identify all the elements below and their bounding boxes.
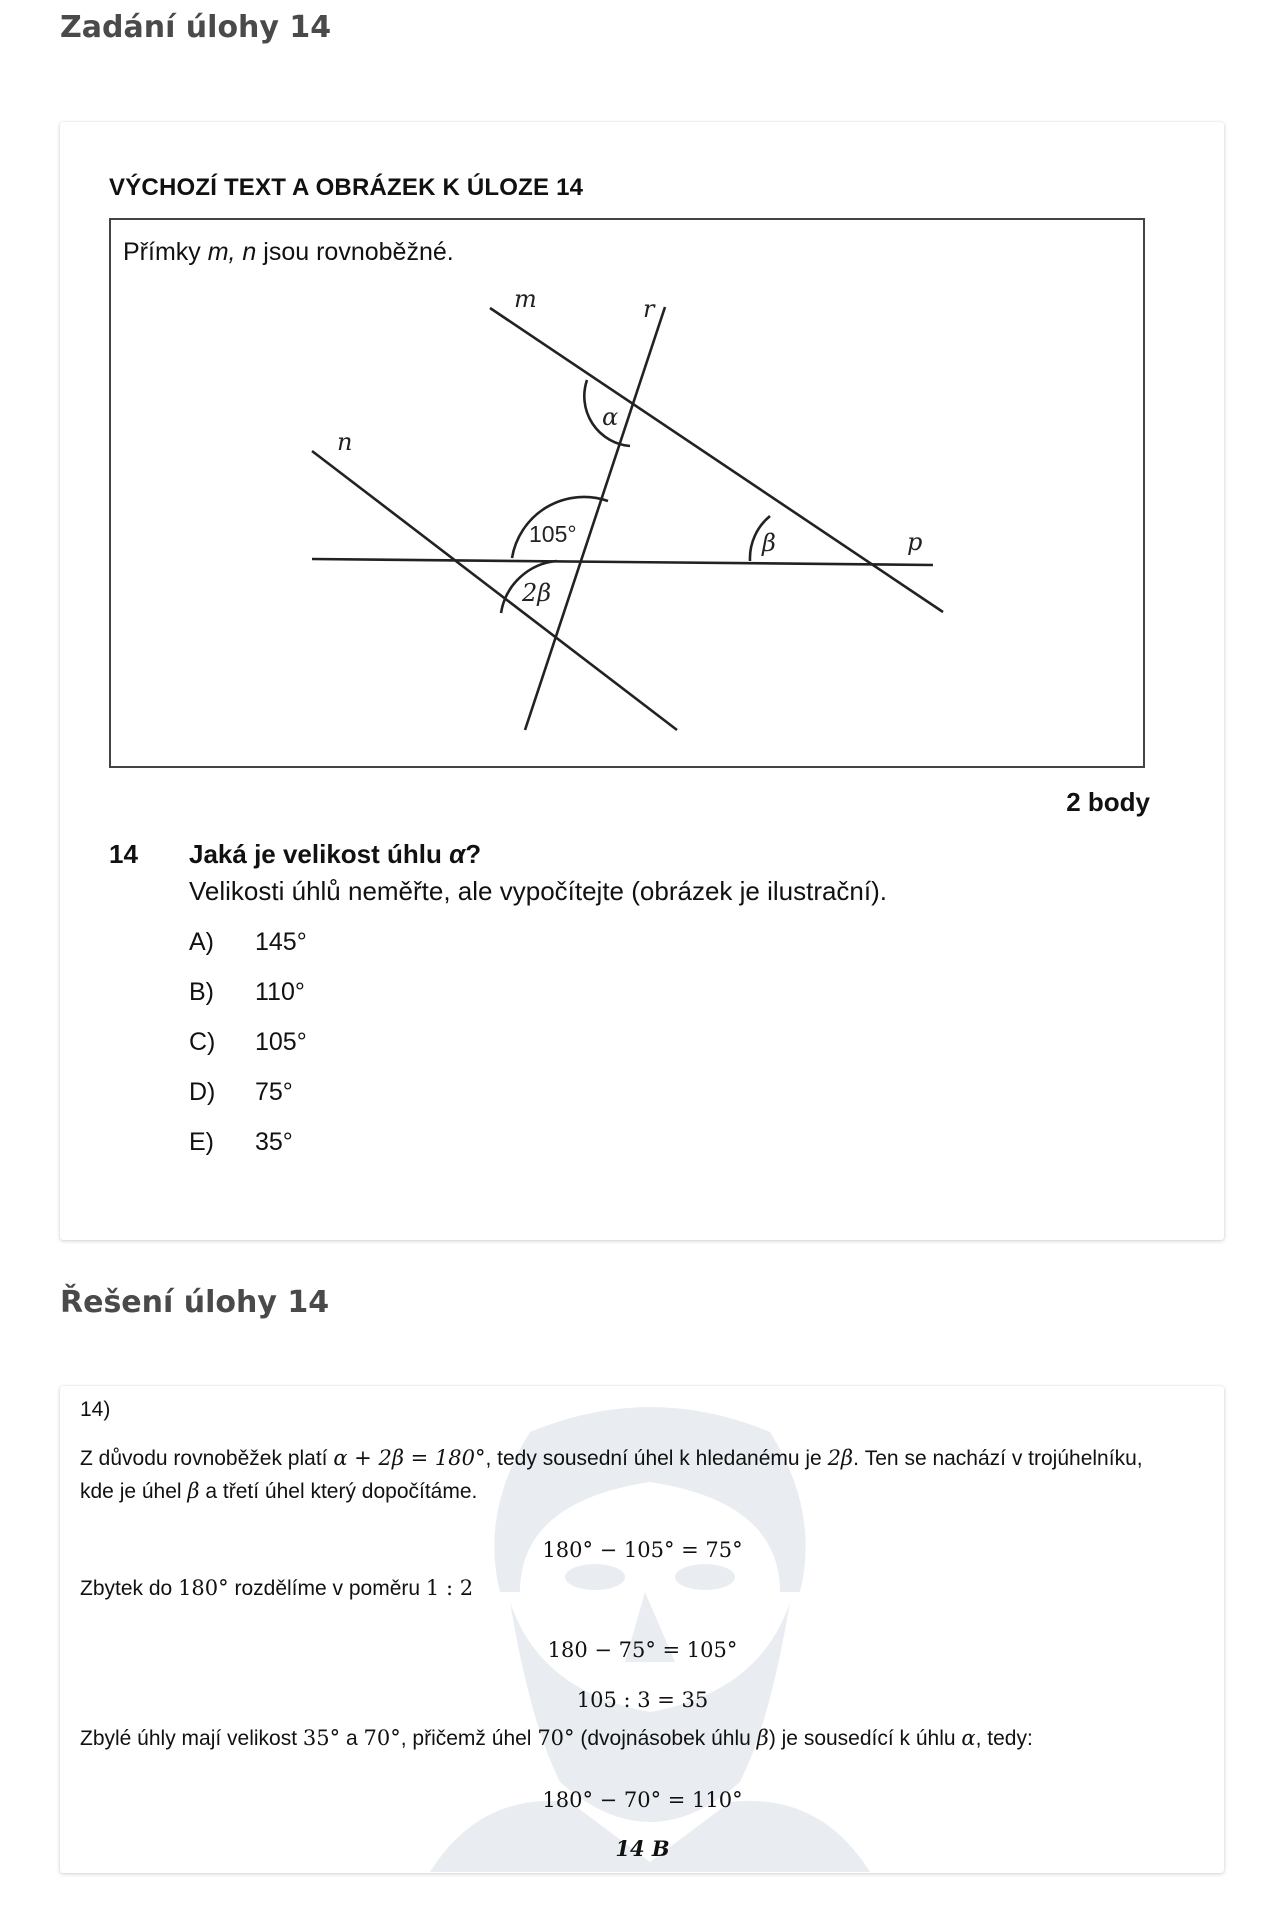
solution-heading: Řešení úlohy 14 — [60, 1285, 330, 1320]
geometry-figure — [111, 220, 1143, 766]
equation-3: 105 : 3 = 35 — [576, 1688, 709, 1712]
source-heading: VÝCHOZÍ TEXT A OBRÁZEK K ÚLOZE 14 — [109, 174, 584, 201]
label-105: 105° — [529, 521, 577, 547]
label-2beta: 2β — [522, 579, 552, 607]
label-alpha: α — [602, 403, 619, 431]
option-a: A) 145° — [189, 928, 307, 956]
option-d: D) 75° — [189, 1078, 293, 1106]
solution-card — [60, 1386, 1224, 1873]
label-beta: β — [762, 529, 776, 557]
label-m: m — [514, 285, 537, 313]
line-n — [312, 451, 677, 730]
solution-number: 14) — [80, 1398, 111, 1421]
option-e: E) 35° — [189, 1128, 293, 1156]
option-b: B) 110° — [189, 978, 305, 1006]
answer-options — [189, 928, 307, 1178]
figure-box — [109, 218, 1145, 768]
solution-paragraph-2: Zbytek do 180° rozdělíme v poměru 1 : 2 — [80, 1576, 474, 1600]
figure-caption: Přímky m, n jsou rovnoběžné. — [123, 238, 454, 266]
equation-1: 180° − 105° = 75° — [542, 1538, 743, 1562]
final-answer: 14 B — [615, 1836, 670, 1861]
line-p — [312, 559, 933, 565]
task-card — [60, 122, 1224, 1240]
solution-paragraph-1: Z důvodu rovnoběžek platí α + 2β = 180°, tedy sousední úhel k hledanému je 2β. Ten se nachází v trojúhelníku, kde je úhel β a třetí úhel který dopočítáme. — [80, 1446, 1143, 1503]
question-hint: Velikosti úhlů neměřte, ale vypočítejte (obrázek je ilustrační). — [189, 876, 888, 906]
points-label: 2 body — [1066, 787, 1150, 817]
question-title: Jaká je velikost úhlu α? — [189, 839, 482, 869]
line-m — [490, 308, 943, 612]
solution-paragraph-3: Zbylé úhly mají velikost 35° a 70°, přičemž úhel 70° (dvojnásobek úhlu β) je sousedící k úhlu α, tedy: — [80, 1726, 1033, 1750]
equation-2: 180 − 75° = 105° — [547, 1638, 738, 1662]
label-p: p — [907, 528, 923, 556]
label-n: n — [337, 428, 353, 456]
label-r: r — [643, 295, 655, 323]
option-c: C) 105° — [189, 1028, 307, 1056]
task-heading: Zadání úlohy 14 — [60, 10, 332, 45]
equation-4: 180° − 70° = 110° — [542, 1788, 743, 1812]
question-number: 14 — [109, 839, 138, 869]
